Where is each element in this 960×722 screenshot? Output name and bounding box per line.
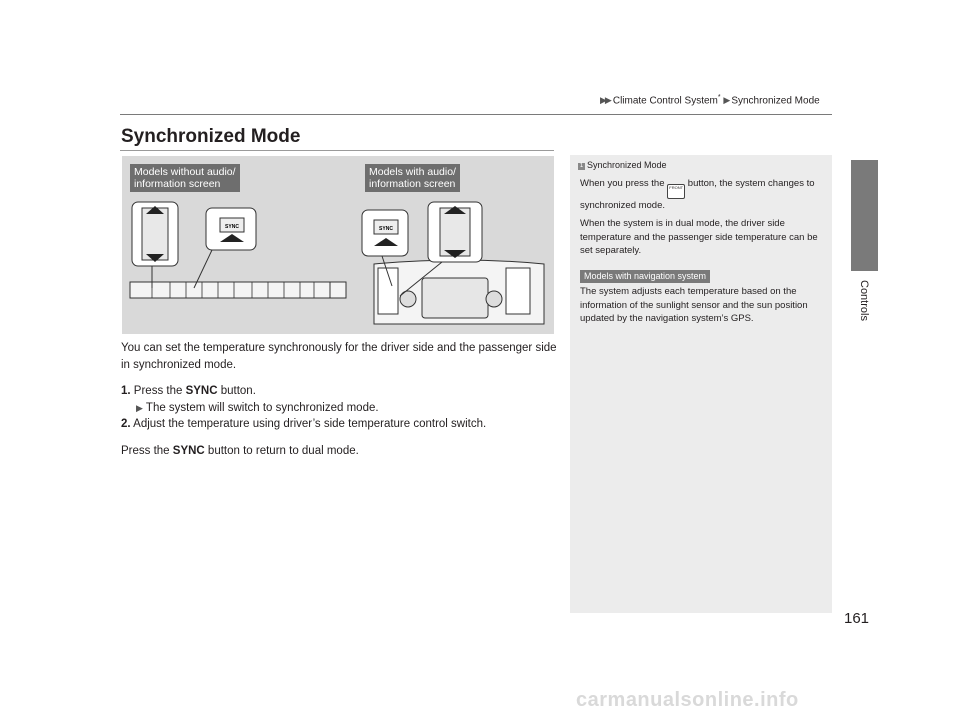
page-number: 161 <box>844 610 870 627</box>
note-paragraph-1: When you press the FRONT button, the system changes to synchronized mode. <box>580 178 815 211</box>
step-1 <box>121 383 561 400</box>
breadcrumb-part2: Synchronized Mode <box>731 95 820 107</box>
outro-text: Press the <box>121 444 173 457</box>
note-icon: 1 <box>579 163 584 169</box>
front-defrost-icon: FRONT <box>667 184 685 199</box>
result-text: The system will switch to synchronized mode. <box>145 401 379 414</box>
breadcrumb <box>600 94 820 106</box>
title-divider <box>120 150 554 151</box>
note-sidebar <box>570 155 832 613</box>
outro-paragraph <box>121 443 561 460</box>
header-divider <box>120 114 832 115</box>
chevron-right-icon: ▶ <box>723 95 729 106</box>
outro-text: button to return to dual mode. <box>204 444 359 457</box>
note-paragraph-2: When the system is in dual mode, the driver side temperature and the passenger side temperature can be set separately. <box>580 218 818 256</box>
figure-tag-with-audio: Models with audio/ information screen <box>365 164 460 192</box>
section-tab-label: Controls <box>858 280 870 321</box>
body-text <box>121 340 561 459</box>
step-number: 1. <box>121 385 131 397</box>
breadcrumb-part1: Climate Control System <box>612 95 718 107</box>
note-title: 1 Synchronized Mode <box>579 160 667 170</box>
step-text: Adjust the temperature using driver’s side temperature control switch. <box>133 418 487 430</box>
result-arrow-icon: ▶ <box>136 402 143 413</box>
section-tab <box>851 160 878 271</box>
intro-paragraph: You can set the temperature synchronously for the driver side and the passenger side in synchronized mode. <box>121 342 557 371</box>
step-1-result <box>121 400 561 417</box>
step-number: 2. <box>121 418 131 430</box>
navigation-models-badge: Models with navigation system <box>580 270 710 283</box>
chevron-right-icon: ▶▶ <box>600 95 610 106</box>
sync-button-label: SYNC <box>379 226 393 232</box>
step-text: Press the <box>133 385 186 397</box>
page-title: Synchronized Mode <box>121 126 301 147</box>
sync-keyword: SYNC <box>172 444 205 457</box>
sync-button-label: SYNC <box>225 224 239 230</box>
climate-control-illustration <box>122 156 554 334</box>
breadcrumb-asterisk: * <box>717 94 721 101</box>
figure-tag-without-audio: Models without audio/ information screen <box>130 164 240 192</box>
control-panel-drawing <box>122 156 554 334</box>
step-2 <box>121 416 561 433</box>
sync-keyword: SYNC <box>185 385 218 397</box>
step-text: button. <box>217 385 256 397</box>
note-paragraph-3: The system adjusts each temperature based on the information of the sunlight sensor and the sun position updated by the navigation system’s GPS. <box>580 286 808 324</box>
watermark: carmanualsonline.info <box>576 689 799 711</box>
